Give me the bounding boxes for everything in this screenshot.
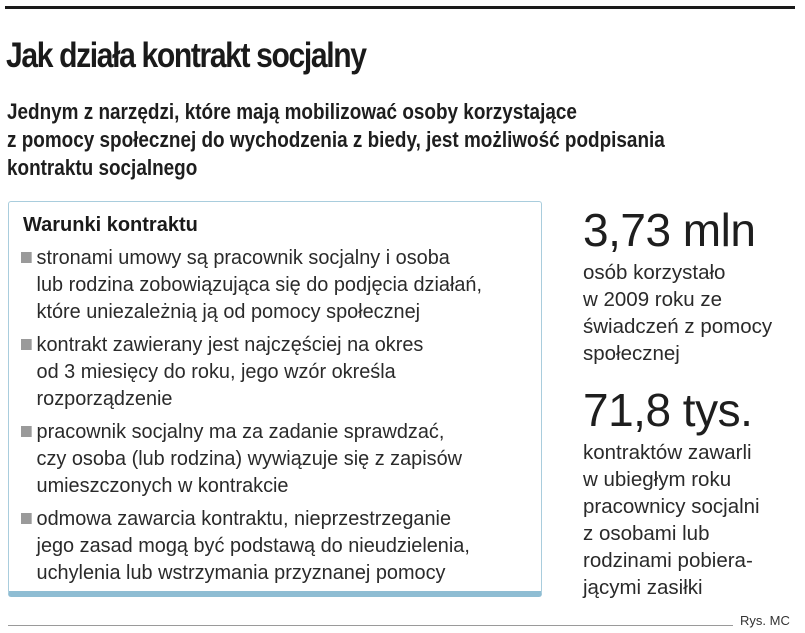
condition-line: stronami umowy są pracownik socjalny i osoba (36, 246, 450, 269)
stat-line: osób korzystało (583, 261, 726, 284)
stat-description (583, 259, 772, 367)
condition-line: kontrakt zawierany jest najczęściej na okres (36, 333, 424, 356)
condition-line: czy osoba (lub rodzina) wywiązuje się z zapisów (36, 447, 463, 470)
stat-line: w ubiegłym roku (583, 468, 732, 491)
lead-line: z pomocy społecznej do wychodzenia z biedy, jest możliwość podpisania (7, 127, 665, 152)
stat-recipients (583, 205, 772, 367)
condition-line: które uniezależnią ją od pomocy społecznej (36, 300, 421, 323)
top-rule (5, 6, 795, 9)
stat-line: jącymi zasiłki (583, 576, 703, 599)
conditions-box (8, 201, 542, 597)
condition-line: odmowa zawarcia kontraktu, nieprzestrzeganie (36, 507, 451, 530)
stat-line: świadczeń z pomocy (583, 315, 773, 338)
conditions-heading: Warunki kontraktu (23, 214, 198, 236)
square-bullet-icon (21, 252, 32, 263)
bottom-rule (8, 625, 733, 626)
stat-contracts (583, 385, 760, 601)
stat-line: społecznej (583, 342, 680, 365)
condition-line: uchylenia lub wstrzymania przyznanej pomocy (36, 561, 446, 584)
condition-item (21, 505, 525, 586)
stat-line: w 2009 roku ze (583, 288, 723, 311)
stat-value: 71,8 tys. (583, 384, 753, 436)
stat-line: rodzinami pobiera- (583, 549, 753, 572)
stat-line: pracownicy socjalni (583, 495, 760, 518)
stat-line: kontraktów zawarli (583, 441, 752, 464)
stat-line: z osobami lub (583, 522, 710, 545)
condition-item (21, 244, 525, 325)
condition-item (21, 331, 525, 412)
stat-value: 3,73 mln (583, 204, 756, 256)
condition-item (21, 418, 525, 499)
condition-line: od 3 miesięcy do roku, jego wzór określa (36, 360, 396, 383)
conditions-list (21, 244, 541, 592)
square-bullet-icon (21, 339, 32, 350)
condition-line: pracownik socjalny ma za zadanie sprawdzać, (36, 420, 445, 443)
stat-description (583, 439, 760, 601)
condition-line: jego zasad mogą być podstawą do nieudzielenia, (36, 534, 470, 557)
square-bullet-icon (21, 513, 32, 524)
lead-line: Jednym z narzędzi, które mają mobilizować osoby korzystające (7, 99, 577, 124)
condition-line: lub rodzina zobowiązująca się do podjęcia działań, (36, 273, 483, 296)
page-title: Jak działa kontrakt socjalny (6, 36, 366, 75)
credit: Rys. MC (740, 613, 790, 628)
lead-line: kontraktu socjalnego (7, 155, 198, 180)
condition-line: umieszczonych w kontrakcie (36, 474, 289, 497)
lead-paragraph (7, 98, 781, 182)
square-bullet-icon (21, 426, 32, 437)
condition-line: rozporządzenie (36, 387, 173, 410)
